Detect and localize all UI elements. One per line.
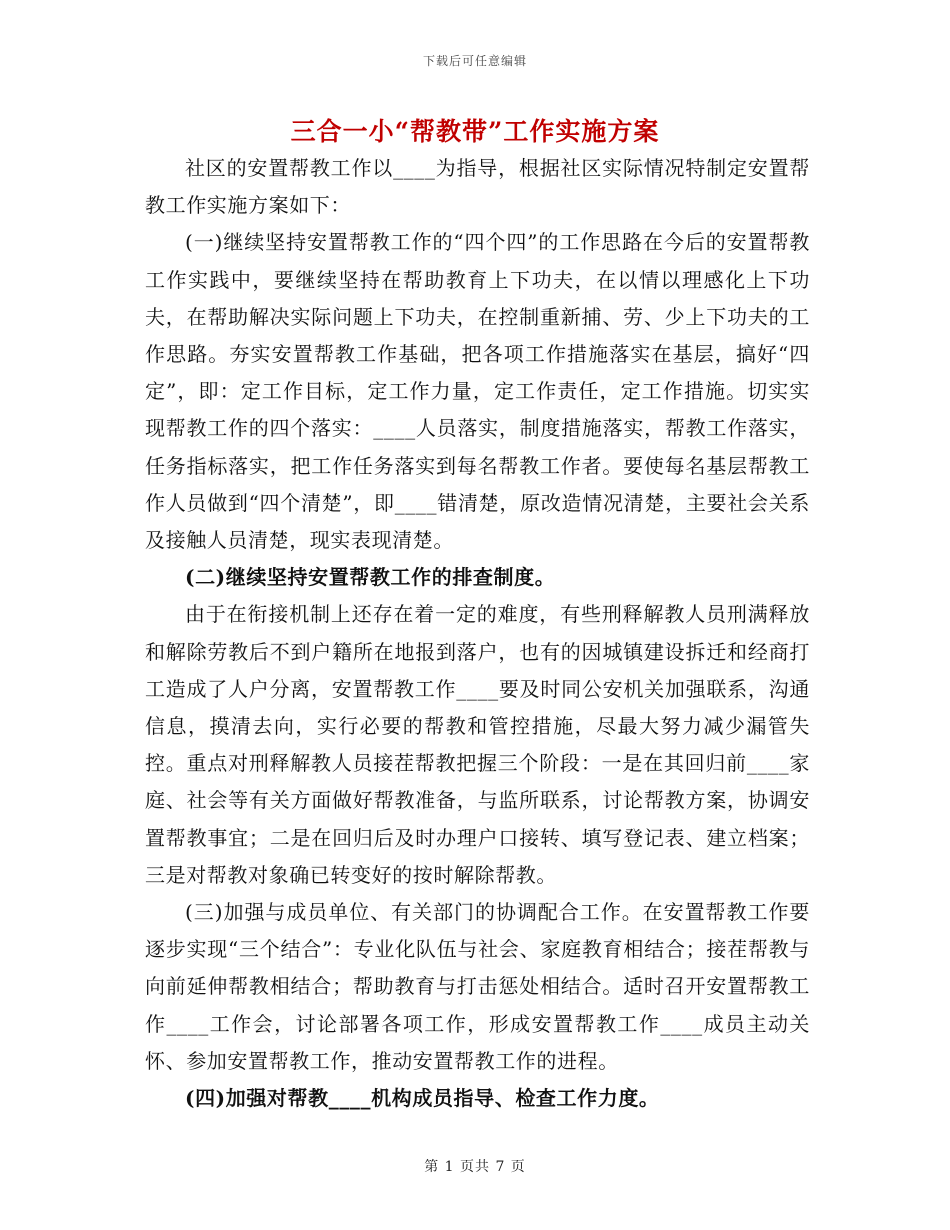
intro-paragraph: 社区的安置帮教工作以____为指导，根据社区实际情况特制定安置帮教工作实施方案如下：	[145, 156, 810, 218]
section-2-heading: (二)继续坚持安置帮教工作的排查制度。	[185, 565, 556, 590]
page-number: 第 1 页共 7 页	[424, 1159, 526, 1175]
document-body	[145, 150, 810, 1117]
page-header-note: 下载后可任意编辑	[422, 54, 527, 68]
section-1-paragraph: (一)继续坚持安置帮教工作的“四个四”的工作思路在今后的安置帮教工作实践中，要继续坚持在帮助教育上下功夫，在以情以理感化上下功夫，在帮助解决实际问题上下功夫，在控制重新捕、劳、少上下功夫的工作思路。夯实安置帮教工作基础，把各项工作措施落实在基层，搞好“四定”，即：定工作目标，定工作力量，定工作责任，定工作措施。切实实现帮教工作的四个落实：____人员落实，制度措施落实，帮教工作落实，任务指标落实，把工作任务落实到每名帮教工作者。要使每名基层帮教工作人员做到“四个清楚”，即____错清楚，原改造情况清楚，主要社会关系及接触人员清楚，现实表现清楚。	[145, 230, 810, 553]
section-2-paragraph: 由于在衔接机制上还存在着一定的难度，有些刑释解教人员刑满释放和解除劳教后不到户籍所在地报到落户，也有的因城镇建设拆迁和经商打工造成了人户分离，安置帮教工作____要及时同公安机关加强联系，沟通信息，摸清去向，实行必要的帮教和管控措施，尽最大努力减少漏管失控。重点对刑释解教人员接茬帮教把握三个阶段：一是在其回归前____家庭、社会等有关方面做好帮教准备，与监所联系，讨论帮教方案，协调安置帮教事宜；二是在回归后及时办理户口接转、填写登记表、建立档案；三是对帮教对象确已转变好的按时解除帮教。	[145, 602, 810, 887]
section-4-heading: (四)加强对帮教____机构成员指导、检查工作力度。	[185, 1086, 660, 1111]
section-3-paragraph: (三)加强与成员单位、有关部门的协调配合工作。在安置帮教工作要逐步实现“三个结合”：专业化队伍与社会、家庭教育相结合；接茬帮教与向前延伸帮教相结合；帮助教育与打击惩处相结合。适时召开安置帮教工作____工作会，讨论部署各项工作，形成安置帮教工作____成员主动关怀、参加安置帮教工作，推动安置帮教工作的进程。	[145, 900, 810, 1073]
document-title: 三合一小“帮教带”工作实施方案	[290, 117, 660, 146]
